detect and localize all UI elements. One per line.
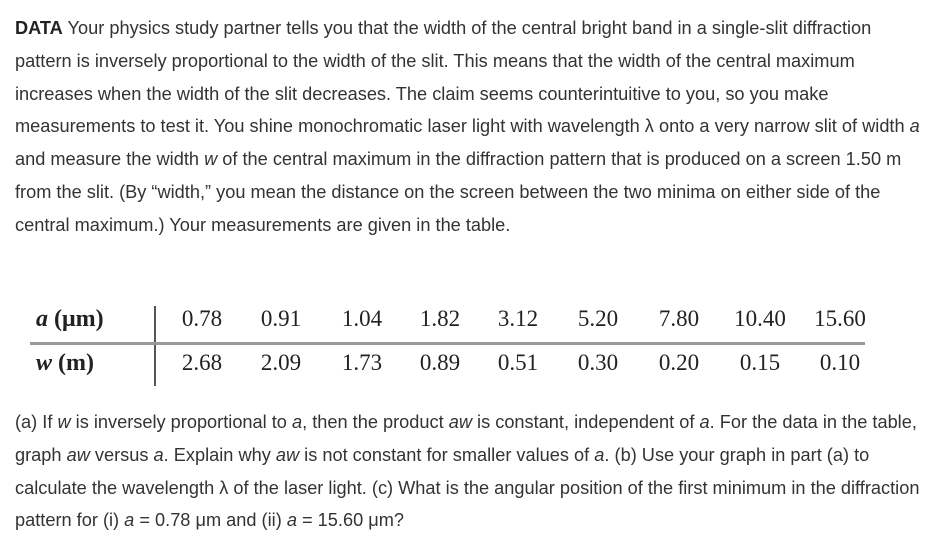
problem-statement: DATA Your physics study partner tells you that the width of the central bright band in a single-slit diffraction pattern is inversely proportional to the width of the slit. This means that the width of the central maximum increases when the width of the slit decreases. The claim seems counterintuitive to you, so you make measurements to test it. You shine monochromatic laser light with wavelength λ onto a very narrow slit of width a and measure the width w of the central maximum in the diffraction pattern that is produced on a screen 1.50 m from the slit. (By “width,” you mean the distance on the screen between the two minima on either side of the central maximum.) Your measurements are given in the table.	[15, 18, 920, 235]
table-cell: 15.60	[814, 306, 866, 331]
table-cell: 1.82	[419, 306, 461, 331]
row-header-a: a (μm)	[36, 306, 104, 332]
table-cell: 0.91	[260, 306, 302, 331]
table-cell: 0.30	[577, 350, 619, 375]
table-cell: 2.09	[260, 350, 302, 375]
measurement-table	[30, 300, 865, 384]
table-cell: 0.89	[419, 350, 461, 375]
table-cell: 10.40	[734, 306, 786, 331]
table-cell: 0.10	[819, 350, 861, 375]
table-cell: 5.20	[577, 306, 619, 331]
table-row-band-width	[30, 342, 865, 384]
table-cell: 1.73	[341, 350, 383, 375]
table-cell: 0.15	[739, 350, 781, 375]
table-cell: 7.80	[658, 306, 700, 331]
table-cell: 1.04	[341, 306, 383, 331]
table-cell: 3.12	[497, 306, 539, 331]
table-cell: 2.68	[181, 350, 223, 375]
table-cell: 0.20	[658, 350, 700, 375]
table-cell: 0.78	[181, 306, 223, 331]
table-row-slit-width	[30, 300, 865, 342]
table-cell: 0.51	[497, 350, 539, 375]
data-label: DATA	[15, 18, 63, 38]
question-text: (a) If w is inversely proportional to a, then the product aw is constant, independent of a. For the data in the table, graph aw versus a. Explain why aw is not constant for smaller values of a. (b) Use your graph in part (a) to calculate the wavelength λ of the laser light. (c) What is the angular position of the first minimum in the diffraction pattern for (i) a = 0.78 μm and (ii) a = 15.60 μm?	[15, 412, 920, 531]
row-header-w: w (m)	[36, 350, 94, 376]
